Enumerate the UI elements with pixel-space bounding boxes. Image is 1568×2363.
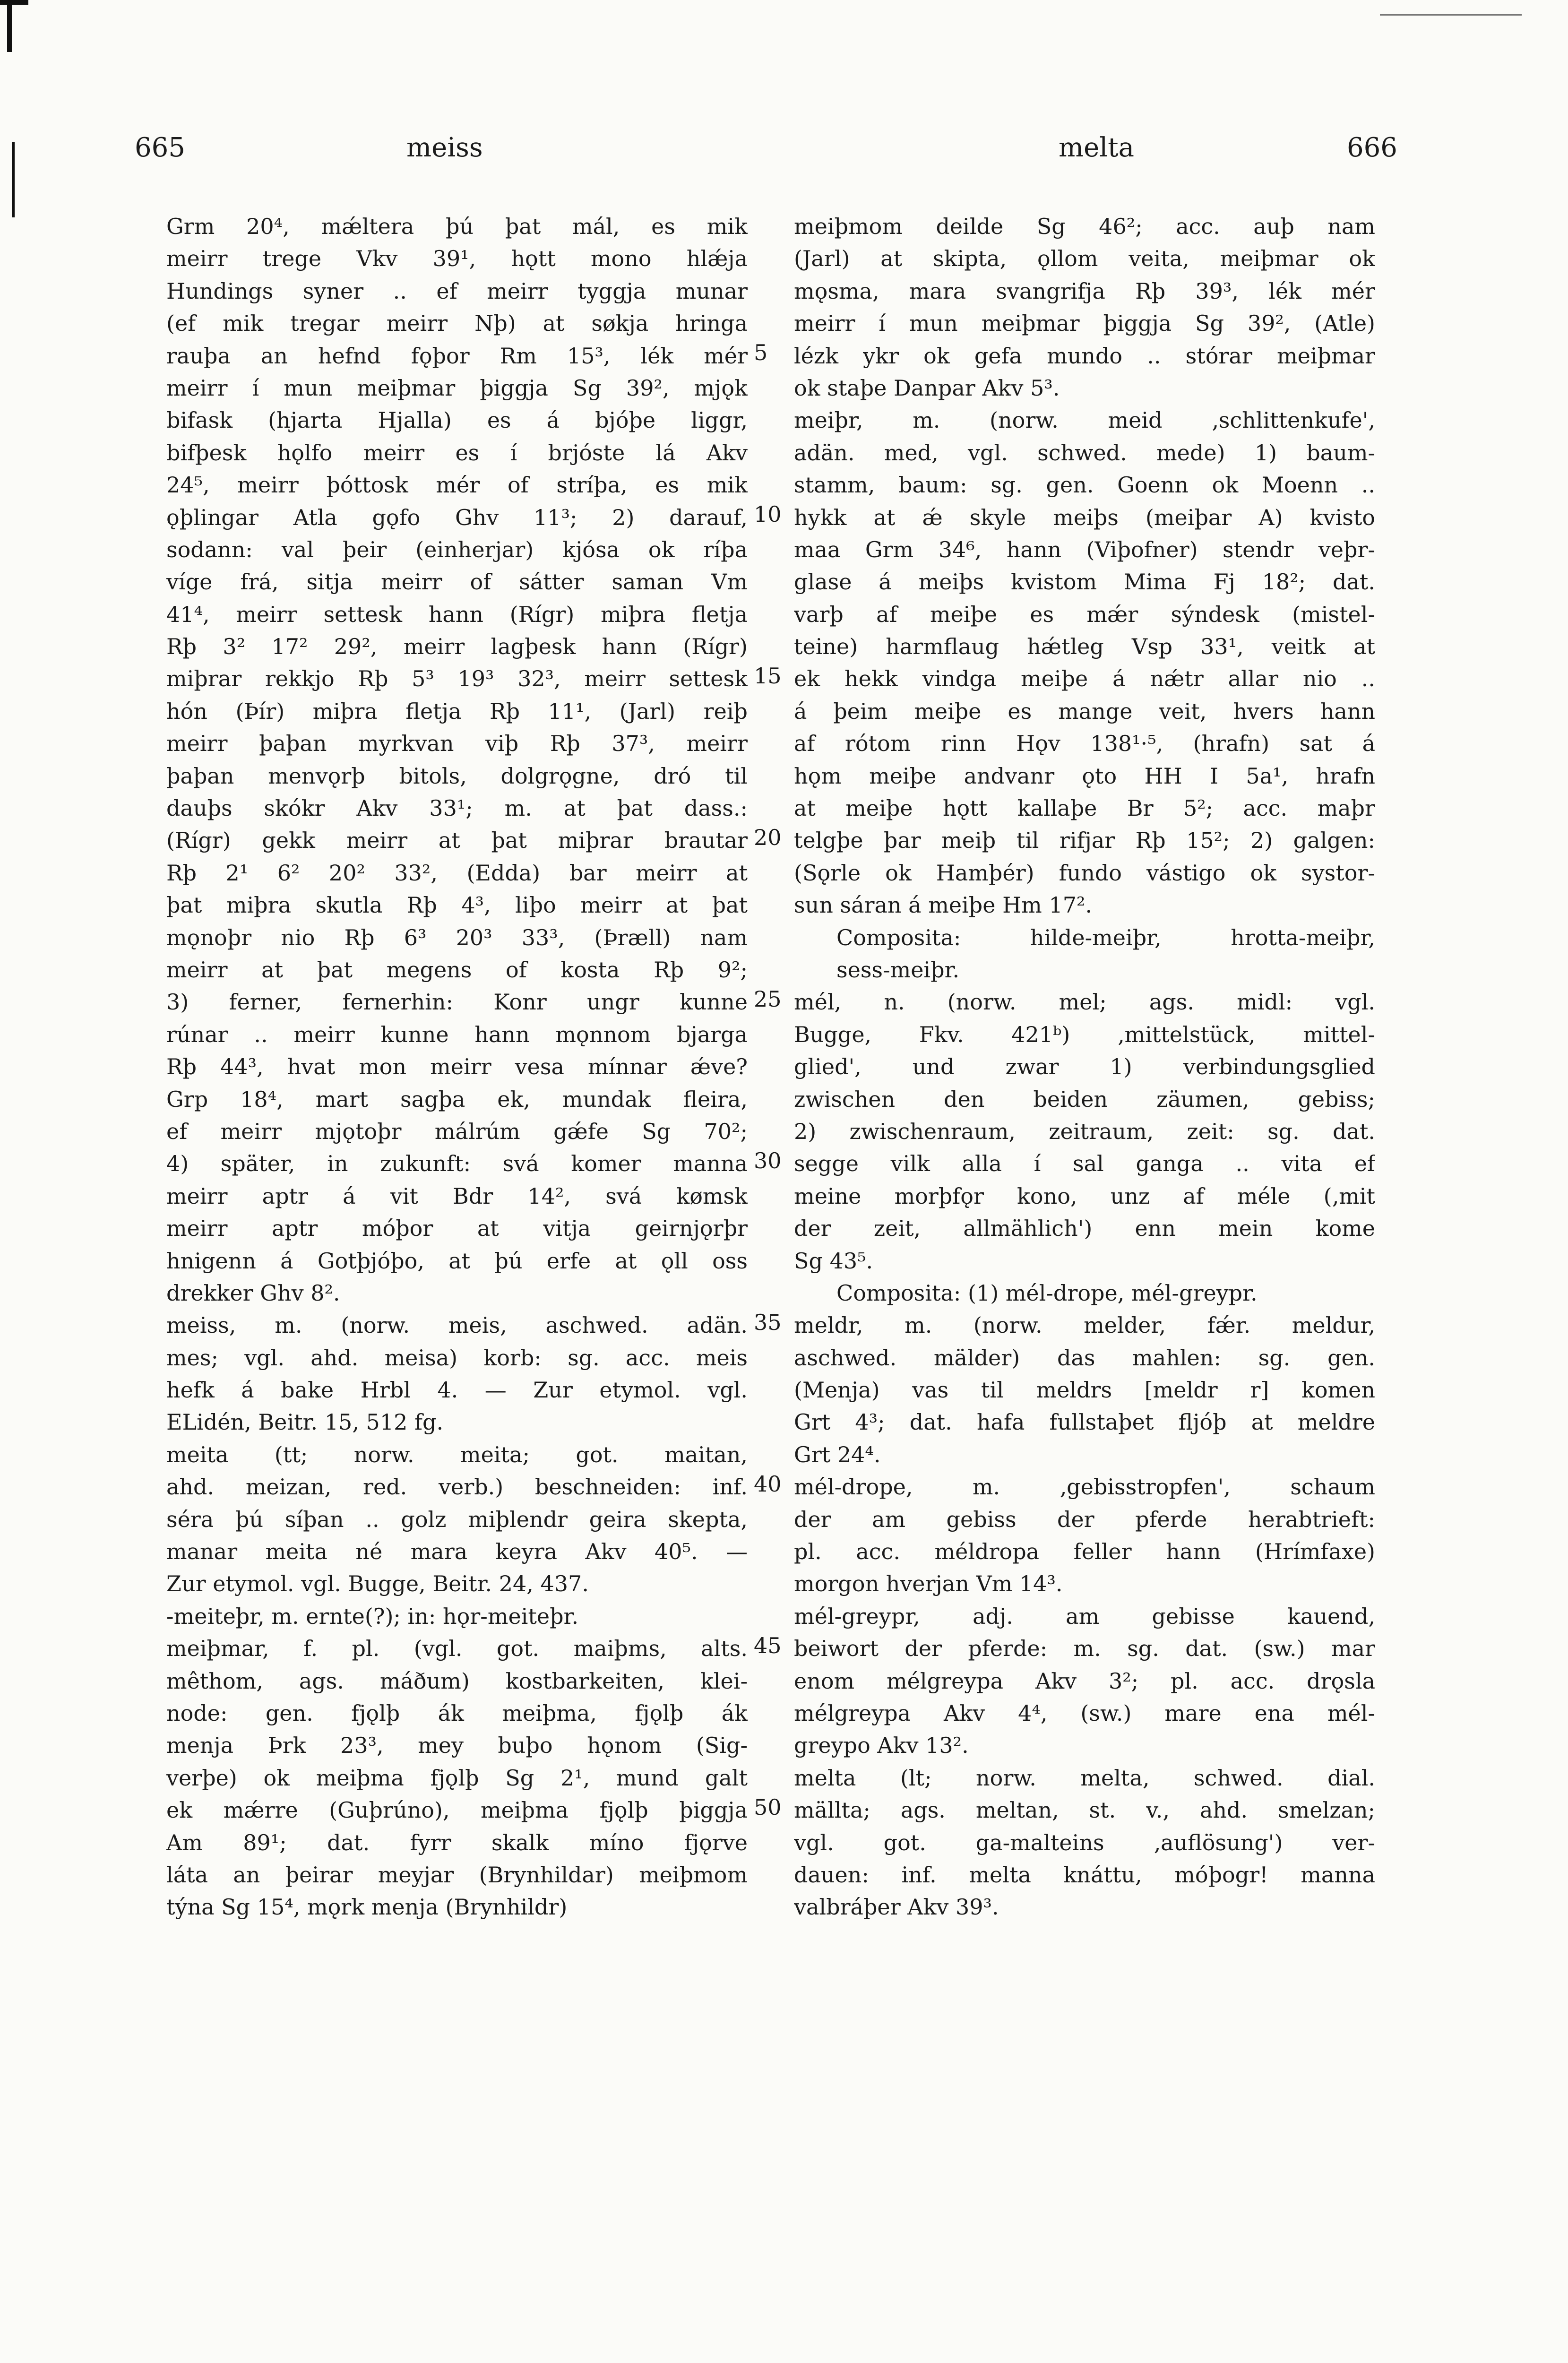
left-running-head: meiss [406, 132, 483, 163]
text-line: zwischen den beiden zäumen, gebiss; [794, 1086, 1375, 1112]
text-line: meiþr, m. (norw. meid ‚schlittenkufe', [794, 407, 1375, 433]
text-line: Composita: hilde-meiþr, hrotta-meiþr, [836, 924, 1375, 950]
text-line: meirr trege Vkv 39¹, hǫtt mono hlǽja [166, 246, 748, 272]
right-column [794, 210, 1375, 1923]
text-line: meine morþfǫr kono, unz af méle (‚mit [794, 1183, 1375, 1209]
text-line: Zur etymol. vgl. Bugge, Beitr. 24, 437. [166, 1571, 589, 1597]
text-line: meirr í mun meiþmar þiggja Sg 39², (Atle) [794, 310, 1375, 336]
text-line: mél, n. (norw. mel; ags. midl: vgl. [794, 989, 1375, 1015]
text-line: ok staþe Danpar Akv 5³. [794, 375, 1060, 401]
text-line: aschwed. mälder) das mahlen: sg. gen. [794, 1345, 1375, 1371]
text-line: víge frá, sitja meirr of sátter saman Vm [166, 569, 748, 595]
line-number: 45 [754, 1632, 782, 1658]
text-line: sodann: val þeir (einherjar) kjósa ok ríþa [166, 536, 748, 562]
text-line: adän. med, vgl. schwed. mede) 1) baum- [794, 440, 1375, 466]
text-line: beiwort der pferde: m. sg. dat. (sw.) mar [794, 1636, 1375, 1662]
text-line: meirr at þat megens of kosta Rþ 9²; [166, 957, 748, 983]
text-line: hón (Þír) miþra fletja Rþ 11¹, (Jarl) reiþ [166, 698, 748, 724]
text-line: glase á meiþs kvistom Mima Fj 18²; dat. [794, 569, 1375, 595]
text-line: ef meirr mjǫtoþr málrúm gǽfe Sg 70²; [166, 1118, 748, 1144]
text-line: mällta; ags. meltan, st. v., ahd. smelzan; [794, 1797, 1375, 1823]
text-line: meiþmar, f. pl. (vgl. got. maiþms, alts. [166, 1636, 748, 1662]
text-line: vgl. got. ga-malteins ‚auflösung') ver- [794, 1829, 1375, 1855]
text-line: meiss, m. (norw. meis, aschwed. adän. [166, 1312, 748, 1338]
text-line: á þeim meiþe es mange veit, hvers hann [794, 698, 1375, 724]
text-line: 4) später, in zukunft: svá komer manna [166, 1151, 748, 1177]
text-line: meirr í mun meiþmar þiggja Sg 39², mjǫk [166, 375, 748, 401]
text-line: mél-greypr, adj. am gebisse kauend, [794, 1603, 1375, 1629]
text-line: drekker Ghv 8². [166, 1280, 340, 1306]
text-line: meiþmom deilde Sg 46²; acc. auþ nam [794, 214, 1375, 239]
text-line: meirr aptr á vit Bdr 14², svá kømsk [166, 1183, 748, 1209]
text-line: segge vilk alla í sal ganga .. vita ef [794, 1151, 1375, 1177]
text-line: hykk at ǽ skyle meiþs (meiþar A) kvisto [794, 504, 1375, 530]
line-number: 5 [754, 339, 768, 365]
text-line: Rþ 2¹ 6² 20² 33², (Edda) bar meirr at [166, 860, 748, 886]
text-line: Rþ 3² 17² 29², meirr lagþesk hann (Rígr) [166, 634, 748, 660]
text-line: mél-drope, m. ‚gebisstropfen', schaum [794, 1474, 1375, 1500]
text-line: ǫþlingar Atla gǫfo Ghv 11³; 2) darauf, [166, 504, 748, 530]
line-number: 20 [754, 824, 782, 850]
text-line: der zeit, allmählich') enn mein kome [794, 1216, 1375, 1242]
text-line: Sg 43⁵. [794, 1248, 873, 1274]
text-line: rúnar .. meirr kunne hann mǫnnom bjarga [166, 1021, 748, 1047]
text-line: valbráþer Akv 39³. [794, 1894, 999, 1920]
text-line: mǫnoþr nio Rþ 6³ 20³ 33³, (Þræll) nam [166, 924, 748, 950]
right-page-number: 666 [1347, 132, 1397, 163]
line-number: 30 [754, 1147, 782, 1173]
text-line: dauþs skókr Akv 33¹; m. at þat dass.: [166, 795, 748, 821]
left-page-number: 665 [135, 132, 185, 163]
text-line: 41⁴, meirr settesk hann (Rígr) miþra fletja [166, 601, 748, 627]
text-line: mêthom, ags. máðum) kostbarkeiten, klei- [166, 1668, 748, 1694]
text-line: mes; vgl. ahd. meisa) korb: sg. acc. meis [166, 1345, 748, 1371]
text-line: at meiþe hǫtt kallaþe Br 5²; acc. maþr [794, 795, 1375, 821]
text-line: morgon hverjan Vm 14³. [794, 1571, 1063, 1597]
line-number: 15 [754, 663, 782, 689]
text-line: der am gebiss der pferde herabtrieft: [794, 1506, 1375, 1532]
text-line: glied', und zwar 1) verbindungsglied [794, 1054, 1375, 1080]
text-line: (ef mik tregar meirr Nþ) at søkja hringa [166, 310, 748, 336]
text-line: láta an þeirar meyjar (Brynhildar) meiþmom [166, 1862, 748, 1888]
text-line: séra þú síþan .. golz miþlendr geira skepta, [166, 1506, 748, 1532]
text-line: maa Grm 34⁶, hann (Viþofner) stendr veþr- [794, 536, 1375, 562]
text-line: Rþ 44³, hvat mon meirr vesa mínnar ǽve? [166, 1054, 748, 1080]
text-line: teine) harmflaug hǽtleg Vsp 33¹, veitk at [794, 634, 1375, 660]
text-line: sess-meiþr. [836, 957, 960, 983]
text-line: hǫm meiþe andvanr ǫto HH I 5a¹, hrafn [794, 763, 1375, 789]
text-line: Bugge, Fkv. 421ᵇ) ‚mittelstück, mittel- [794, 1021, 1375, 1047]
left-column [166, 210, 748, 1923]
text-line: af rótom rinn Hǫv 138¹·⁵, (hrafn) sat á [794, 731, 1375, 757]
scan-edge-mark-top [0, 0, 28, 5]
scan-edge-mark-left [7, 0, 12, 52]
text-line: varþ af meiþe es mǽr sýndesk (mistel- [794, 601, 1375, 627]
text-line: þaþan menvǫrþ bitols, dolgrǫgne, dró til [166, 763, 748, 789]
text-line: mǫsma, mara svangrifja Rþ 39³, lék mér [794, 278, 1375, 304]
text-line: bifask (hjarta Hjalla) es á bjóþe liggr, [166, 407, 748, 433]
text-line: rauþa an hefnd fǫþor Rm 15³, lék mér [166, 343, 748, 369]
text-line: telgþe þar meiþ til rifjar Rþ 15²; 2) galgen: [794, 828, 1375, 854]
text-line: Grp 18⁴, mart sagþa ek, mundak fleira, [166, 1086, 748, 1112]
text-line: melta (lt; norw. melta, schwed. dial. [794, 1765, 1375, 1791]
text-line: 3) ferner, fernerhin: Konr ungr kunne [166, 989, 748, 1015]
text-line: ek mǽrre (Guþrúno), meiþma fjǫlþ þiggja [166, 1797, 748, 1823]
text-line: 2) zwischenraum, zeitraum, zeit: sg. dat. [794, 1118, 1375, 1144]
scan-rule-top-right [1380, 14, 1522, 16]
text-line: meldr, m. (norw. melder, fǽr. meldur, [794, 1312, 1375, 1338]
text-line: þat miþra skutla Rþ 4³, liþo meirr at þat [166, 892, 748, 918]
text-line: lézk ykr ok gefa mundo .. stórar meiþmar [794, 343, 1375, 369]
line-number: 35 [754, 1309, 782, 1335]
text-line: meirr þaþan myrkvan viþ Rþ 37³, meirr [166, 731, 748, 757]
text-line: hnigenn á Gotþjóþo, at þú erfe at ǫll oss [166, 1248, 748, 1274]
text-line: node: gen. fjǫlþ ák meiþma, fjǫlþ ák [166, 1700, 748, 1726]
text-line: menja Þrk 23³, mey buþo hǫnom (Sig- [166, 1733, 748, 1759]
text-line: ahd. meizan, red. verb.) beschneiden: inf. [166, 1474, 748, 1500]
text-line: pl. acc. méldropa feller hann (Hrímfaxe) [794, 1539, 1375, 1565]
text-line: meirr aptr móþor at vitja geirnjǫrþr [166, 1216, 748, 1242]
text-line: manar meita né mara keyra Akv 40⁵. — [166, 1539, 748, 1565]
text-line: meita (tt; norw. meita; got. maitan, [166, 1441, 748, 1467]
text-line: greypo Akv 13². [794, 1733, 969, 1759]
text-line: miþrar rekkjo Rþ 5³ 19³ 32³, meirr settesk [166, 666, 748, 692]
text-line: (Jarl) at skipta, ǫllom veita, meiþmar ok [794, 246, 1375, 272]
line-number: 40 [754, 1471, 782, 1497]
text-line: týna Sg 15⁴, mǫrk menja (Brynhildr) [166, 1894, 568, 1920]
text-line: Am 89¹; dat. fyrr skalk míno fjǫrve [166, 1829, 748, 1855]
text-line: mélgreypa Akv 4⁴, (sw.) mare ena mél- [794, 1700, 1375, 1726]
text-line: sun sáran á meiþe Hm 17². [794, 892, 1093, 918]
line-number: 50 [754, 1794, 782, 1820]
text-line: ek hekk vindga meiþe á nǽtr allar nio .. [794, 666, 1375, 692]
text-line: verþe) ok meiþma fjǫlþ Sg 2¹, mund galt [166, 1765, 748, 1791]
line-number: 25 [754, 986, 782, 1012]
text-line: Grt 4³; dat. hafa fullstaþet fljóþ at meldre [794, 1409, 1375, 1435]
text-line: bifþesk hǫlfo meirr es í brjóste lá Akv [166, 440, 748, 466]
text-line: Grt 24⁴. [794, 1441, 881, 1467]
text-line: -meiteþr, m. ernte(?); in: hǫr-meiteþr. [166, 1603, 579, 1629]
text-line: Hundings syner .. ef meirr tyggja munar [166, 278, 748, 304]
line-number: 10 [754, 501, 782, 527]
text-line: stamm, baum: sg. gen. Goenn ok Moenn .. [794, 472, 1375, 498]
text-line: hefk á bake Hrbl 4. — Zur etymol. vgl. [166, 1377, 748, 1403]
right-running-head: melta [1059, 132, 1135, 163]
text-line: dauen: inf. melta knáttu, móþogr! manna [794, 1862, 1375, 1888]
text-line: (Sǫrle ok Hamþér) fundo vástigo ok systor- [794, 860, 1375, 886]
scan-edge-mark-side [12, 142, 15, 217]
text-line: (Menja) vas til meldrs [meldr r] komen [794, 1377, 1375, 1403]
text-line: (Rígr) gekk meirr at þat miþrar brautar [166, 828, 748, 854]
text-line: 24⁵, meirr þóttosk mér of stríþa, es mik [166, 472, 748, 498]
text-line: ELidén, Beitr. 15, 512 fg. [166, 1409, 444, 1435]
text-line: enom mélgreypa Akv 3²; pl. acc. drǫsla [794, 1668, 1375, 1694]
text-line: Grm 20⁴, mǽltera þú þat mál, es mik [166, 214, 748, 239]
text-line: Composita: (1) mél-drope, mél-greypr. [836, 1280, 1258, 1306]
